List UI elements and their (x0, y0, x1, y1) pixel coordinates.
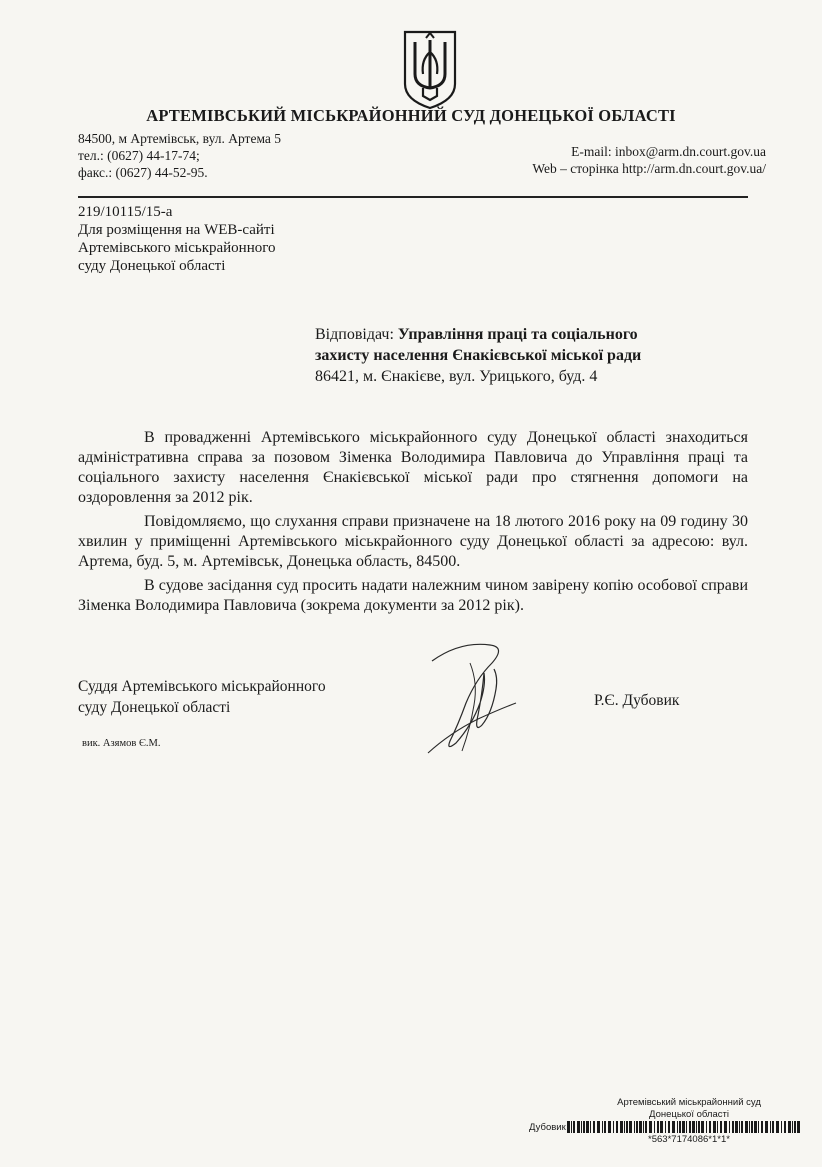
judge-name: Р.Є. Дубовик (594, 692, 680, 709)
barcode-bar (677, 1121, 678, 1133)
barcode-bar (583, 1121, 585, 1133)
stamp-court-line-2: Донецької області (649, 1109, 729, 1120)
body-paragraph: В провадженні Артемівського міськрайонного суду Донецької області знаходиться адміністративна справа за позовом Зіменка Володимира Павловича до Управління праці та соціального захисту населення Єнакієвської міської ради про стягнення допомоги на оздоровлення за 2012 рік. (78, 429, 748, 506)
barcode-bar (626, 1121, 628, 1133)
respondent-name-line-1: Управління праці та соціального (397, 326, 638, 343)
barcode-bar (698, 1121, 700, 1133)
barcode-bar (657, 1121, 659, 1133)
barcode-bar (604, 1121, 606, 1133)
court-contacts-block (532, 143, 766, 177)
barcode-bar (636, 1121, 638, 1133)
reference-block (78, 203, 276, 275)
executor-name: вик. Азямов Є.М. (82, 738, 161, 749)
respondent-address: 86421, м. Єнакієве, вул. Урицького, буд. 4 (315, 368, 598, 385)
barcode-bar (571, 1121, 572, 1133)
barcode-bar (668, 1121, 670, 1133)
barcode-bar (643, 1121, 644, 1133)
barcode-bar (624, 1121, 625, 1133)
judge-title (78, 676, 326, 718)
barcode-bar (706, 1121, 707, 1133)
case-number: 219/10115/15-а (78, 204, 173, 220)
barcode-bar (672, 1121, 675, 1133)
court-postal-address: 84500, м Артемівськ, вул. Артема 5 (78, 131, 282, 146)
court-fax: факс.: (0627) 44-52-95. (78, 165, 208, 180)
judge-title-line-1: Суддя Артемівського міськрайонного (78, 678, 326, 695)
barcode-bar (701, 1121, 704, 1133)
barcode-bar (729, 1121, 730, 1133)
body-paragraph: Повідомляємо, що слухання справи призначене на 18 лютого 2016 року на 09 годину 30 хвилин у приміщенні Артемівського міськрайонного суду Донецької області за адресою: вул. Артема, буд. 5, м. Артемівськ, Донецька область, 84500. (78, 513, 748, 570)
respondent-name-line-2: захисту населення Єнакієвської міської ради (315, 347, 642, 364)
barcode-icon (567, 1121, 803, 1133)
barcode-bar (616, 1121, 618, 1133)
barcode-bar (613, 1121, 614, 1133)
body-paragraph: В судове засідання суд просить надати належним чином завірену копію особової справи Зіменка Володимира Павловича (зокрема документи за 2012 рік). (78, 577, 748, 614)
purpose-line-3: суду Донецької області (78, 258, 226, 274)
barcode-bar (720, 1121, 722, 1133)
barcode-bar (692, 1121, 695, 1133)
stamp-court-name (575, 1097, 803, 1121)
barcode-bar (770, 1121, 771, 1133)
barcode-bar (665, 1121, 666, 1133)
barcode-bar (745, 1121, 748, 1133)
respondent-block (315, 324, 641, 387)
barcode-bar (597, 1121, 600, 1133)
barcode-bar (689, 1121, 691, 1133)
barcode-bar (649, 1121, 652, 1133)
respondent-label: Відповідач: (315, 326, 394, 343)
barcode-bar (686, 1121, 687, 1133)
barcode-bar (660, 1121, 663, 1133)
barcode-bar (781, 1121, 782, 1133)
barcode-bar (717, 1121, 718, 1133)
barcode-bar (765, 1121, 768, 1133)
handwritten-signature-icon (420, 633, 520, 763)
barcode-bar (784, 1121, 786, 1133)
barcode-bar (593, 1121, 595, 1133)
barcode-bar (788, 1121, 791, 1133)
barcode-bar (732, 1121, 734, 1133)
barcode-bar (620, 1121, 623, 1133)
barcode-bar (797, 1121, 800, 1133)
barcode-bar (590, 1121, 591, 1133)
barcode-bar (751, 1121, 753, 1133)
court-name-heading: АРТЕМІВСЬКИЙ МІСЬКРАЙОННИЙ СУД ДОНЕЦЬКОЇ ОБЛАСТІ (146, 106, 676, 125)
barcode-bar (776, 1121, 779, 1133)
stamp-judge-name: Дубовик (529, 1122, 566, 1133)
barcode-bar (696, 1121, 697, 1133)
barcode-bar (654, 1121, 655, 1133)
barcode-bar (586, 1121, 589, 1133)
barcode-bar (682, 1121, 685, 1133)
header-divider (78, 196, 748, 198)
barcode-bar (602, 1121, 603, 1133)
court-website: Web – сторінка http://arm.dn.court.gov.ua/ (532, 161, 766, 176)
barcode-bar (608, 1121, 611, 1133)
barcode-bar (639, 1121, 642, 1133)
stamp-document-code: *563*7174086*1*1* (648, 1134, 730, 1145)
barcode-bar (645, 1121, 647, 1133)
barcode-bar (713, 1121, 716, 1133)
barcode-bar (739, 1121, 740, 1133)
barcode-bar (709, 1121, 711, 1133)
letter-body (78, 428, 748, 620)
barcode-bar (735, 1121, 738, 1133)
barcode-bar (724, 1121, 727, 1133)
barcode-bar (629, 1121, 632, 1133)
trident-coat-of-arms-icon (401, 30, 459, 110)
barcode-bar (634, 1121, 635, 1133)
barcode-bar (679, 1121, 681, 1133)
judge-title-line-2: суду Донецької області (78, 699, 231, 716)
barcode-bar (577, 1121, 580, 1133)
barcode-bar (754, 1121, 757, 1133)
barcode-bar (772, 1121, 774, 1133)
purpose-line-2: Артемівського міськрайонного (78, 240, 276, 256)
court-email: E-mail: inbox@arm.dn.court.gov.ua (571, 144, 766, 159)
court-address-block (78, 130, 281, 181)
barcode-bar (567, 1121, 570, 1133)
barcode-bar (794, 1121, 796, 1133)
barcode-bar (758, 1121, 759, 1133)
barcode-bar (741, 1121, 743, 1133)
barcode-bar (792, 1121, 793, 1133)
barcode-bar (573, 1121, 575, 1133)
barcode-bar (581, 1121, 582, 1133)
court-phone: тел.: (0627) 44-17-74; (78, 148, 200, 163)
stamp-court-line-1: Артемівський міськрайонний суд (617, 1097, 761, 1108)
barcode-bar (749, 1121, 750, 1133)
barcode-bar (761, 1121, 763, 1133)
purpose-line-1: Для розміщення на WEB-сайті (78, 222, 275, 238)
